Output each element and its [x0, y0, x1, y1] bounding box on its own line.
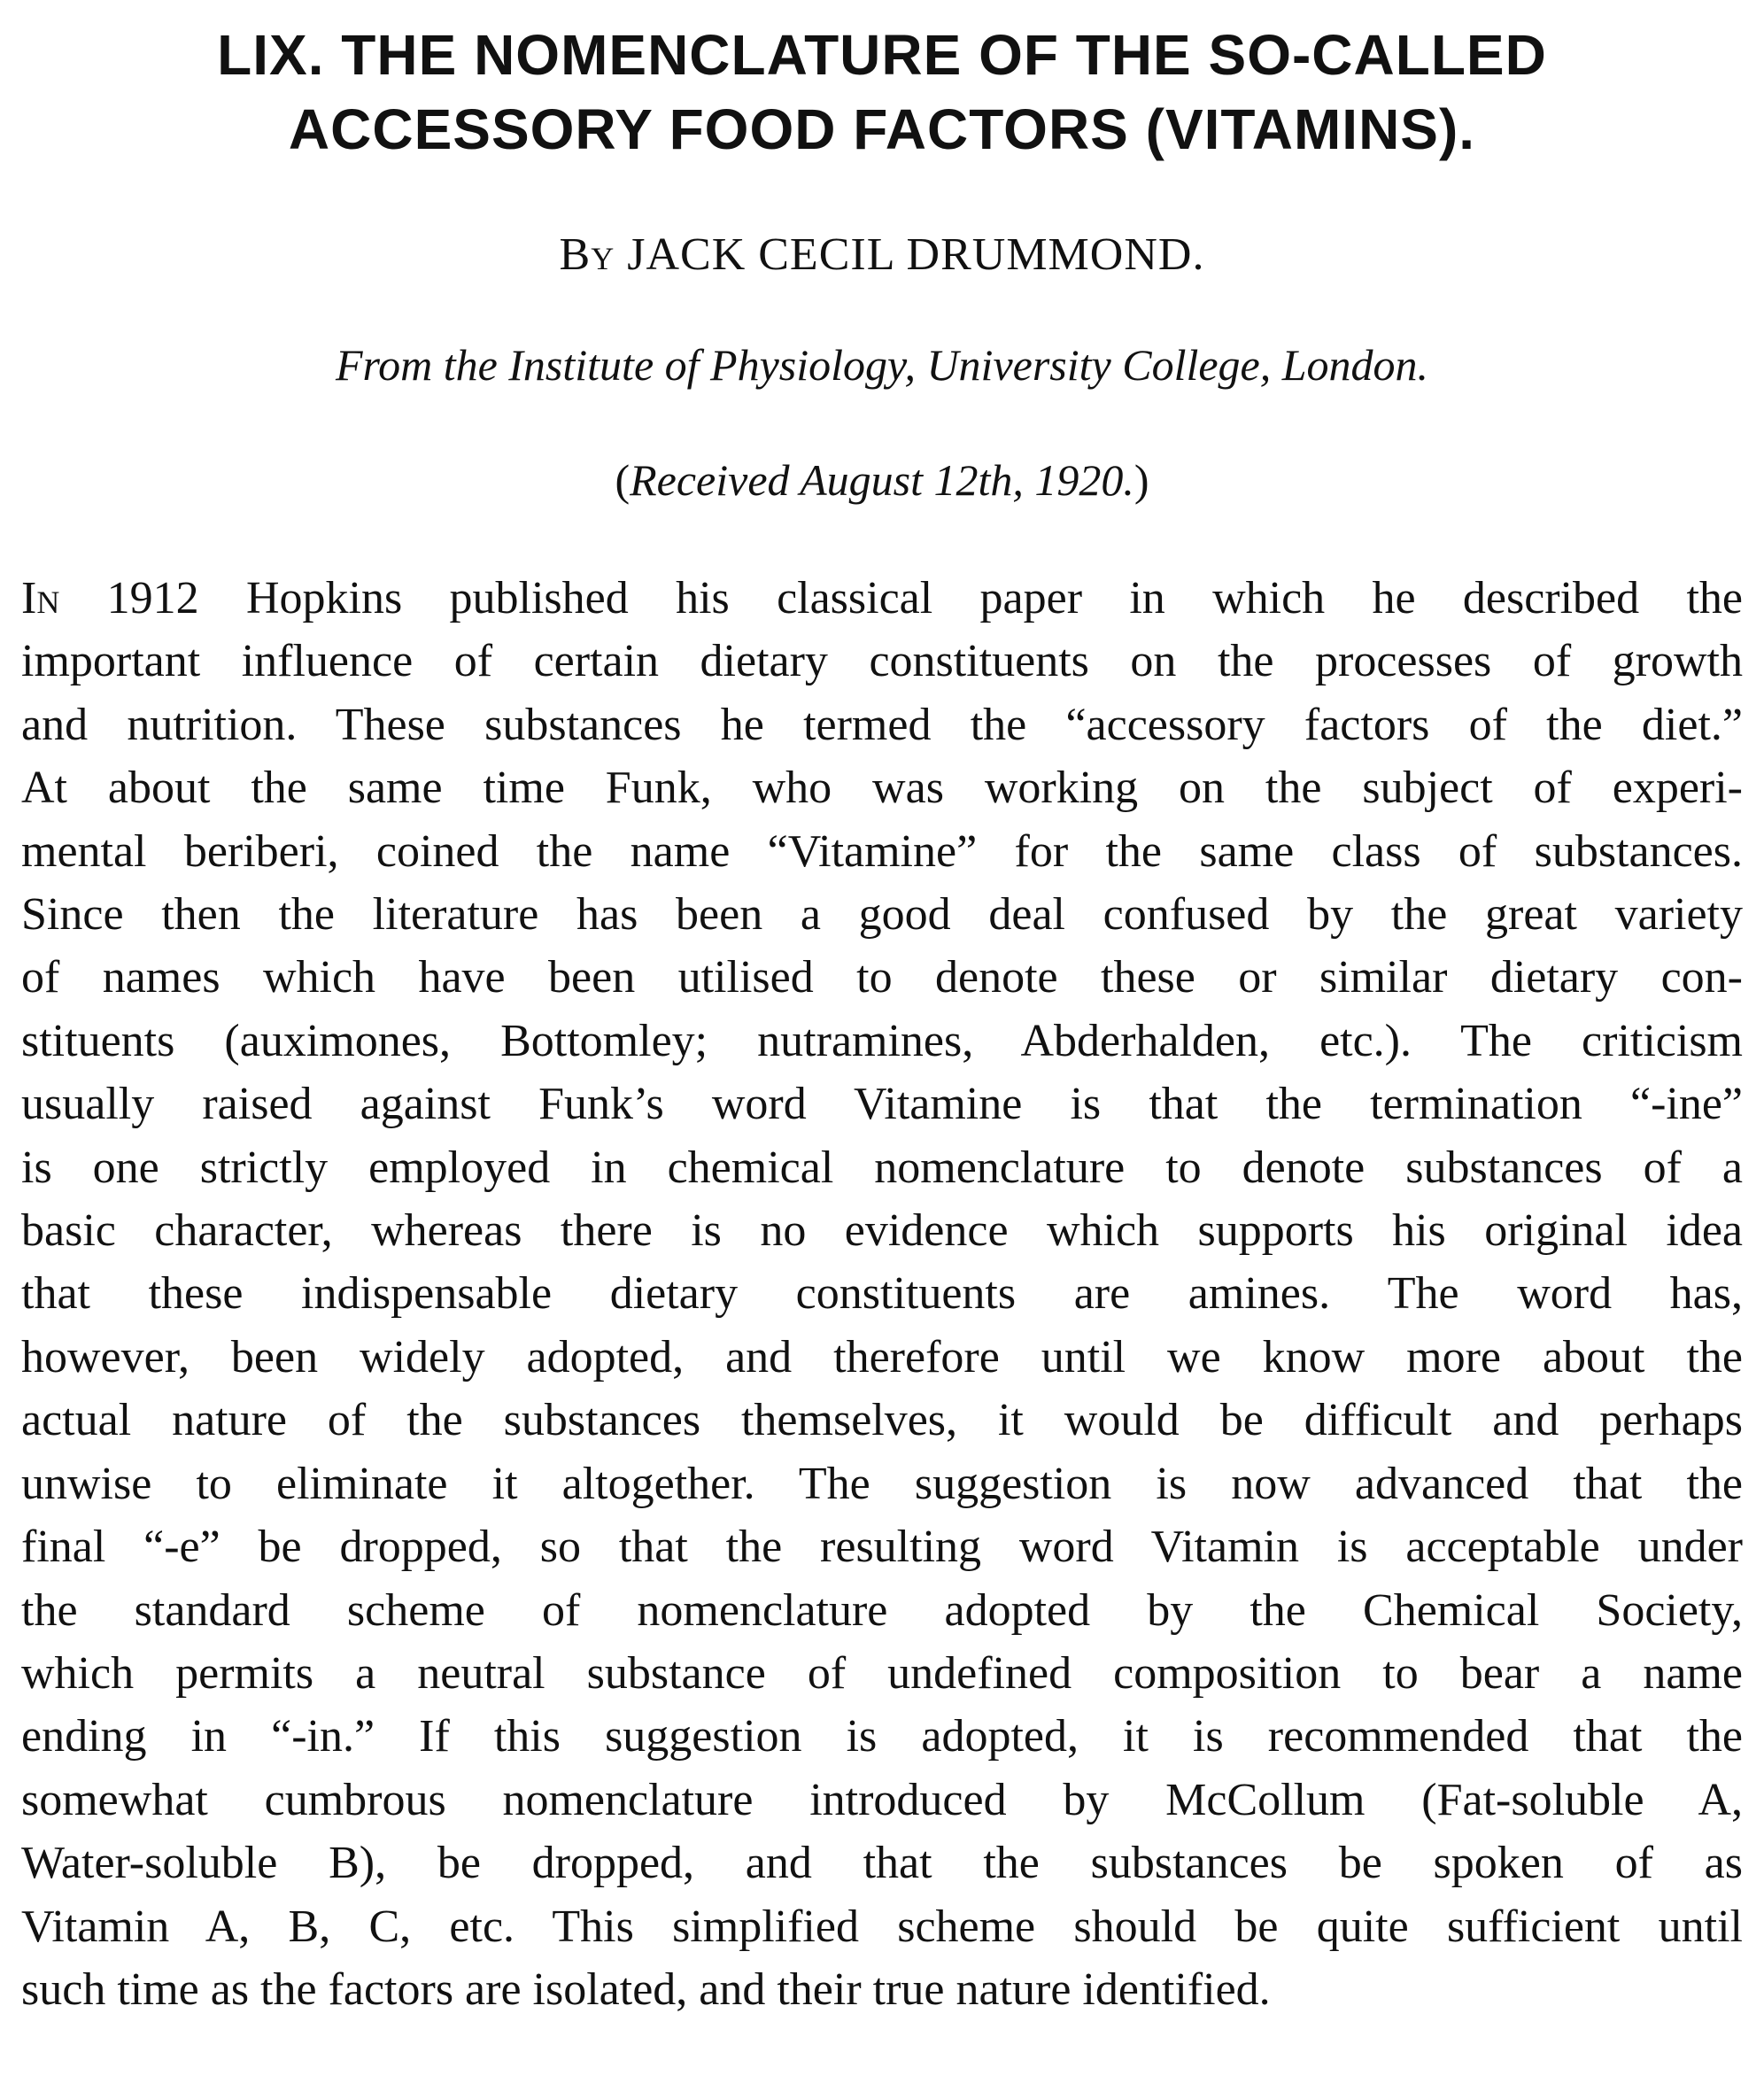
- body-line: however, been widely adopted, and therefore until we know more about the: [21, 1331, 1743, 1382]
- body-line-text: 1912 Hopkins published his classical paper in which he described the: [59, 573, 1743, 623]
- received-open-paren: (: [615, 455, 631, 505]
- author-name: JACK CECIL DRUMMOND.: [627, 229, 1205, 280]
- body-line: that these indispensable dietary constituents are amines. The word has,: [21, 1268, 1743, 1320]
- body-line: of names which have been utilised to denote these or similar dietary con-: [21, 952, 1743, 1003]
- body-line: somewhat cumbrous nomenclature introduced by McCollum (Fat-soluble A,: [21, 1774, 1743, 1825]
- body-line: [21, 567, 1743, 630]
- body-line: usually raised against Funk’s word Vitamine is that the termination “-ine”: [21, 1079, 1743, 1130]
- body-line: Water-soluble B), be dropped, and that the substances be spoken of as: [21, 1838, 1743, 1889]
- body-line: At about the same time Funk, who was working on the subject of experi-: [21, 763, 1743, 814]
- article-title: [21, 18, 1743, 167]
- received-text: Received August 12th, 1920.: [630, 455, 1134, 505]
- received-date: [21, 453, 1743, 507]
- paragraph-lead: In: [21, 573, 60, 623]
- body-line: mental beriberi, coined the name “Vitamine” for the same class of substances.: [21, 825, 1743, 877]
- paper-page: [21, 18, 1743, 2021]
- article-title-line-1: LIX. THE NOMENCLATURE OF THE SO-CALLED: [217, 23, 1547, 87]
- body-line: and nutrition. These substances he termed the “accessory factors of the diet.”: [21, 699, 1743, 750]
- body-line: unwise to eliminate it altogether. The suggestion is now advanced that the: [21, 1458, 1743, 1509]
- body-line: ending in “-in.” If this suggestion is adopted, it is recommended that the: [21, 1711, 1743, 1762]
- body-line: the standard scheme of nomenclature adopted by the Chemical Society,: [21, 1584, 1743, 1636]
- author-line: [21, 228, 1743, 282]
- body-line: is one strictly employed in chemical nomenclature to denote substances of a: [21, 1142, 1743, 1193]
- author-prefix: By: [559, 229, 615, 280]
- body-line: which permits a neutral substance of undefined composition to bear a name: [21, 1647, 1743, 1699]
- body-line: such time as the factors are isolated, and their true nature identified.: [21, 1963, 1271, 2015]
- body-line: Since then the literature has been a good deal confused by the great variety: [21, 889, 1743, 941]
- body-line: actual nature of the substances themselves, it would be difficult and perhaps: [21, 1395, 1743, 1446]
- body-line: stituents (auximones, Bottomley; nutramines, Abderhalden, etc.). The criticism: [21, 1015, 1743, 1066]
- body-paragraph: [21, 567, 1743, 2021]
- body-line: Vitamin A, B, C, etc. This simplified scheme should be quite sufficient until: [21, 1901, 1743, 1952]
- body-line: important influence of certain dietary constituents on the processes of growth: [21, 636, 1743, 687]
- affiliation: From the Institute of Physiology, University College, London.: [335, 340, 1429, 390]
- received-close-paren: ): [1133, 455, 1149, 505]
- body-line: final “-e” be dropped, so that the resulting word Vitamin is acceptable under: [21, 1522, 1743, 1573]
- body-line: basic character, whereas there is no evidence which supports his original idea: [21, 1205, 1743, 1257]
- article-title-line-2: ACCESSORY FOOD FACTORS (VITAMINS).: [288, 97, 1476, 161]
